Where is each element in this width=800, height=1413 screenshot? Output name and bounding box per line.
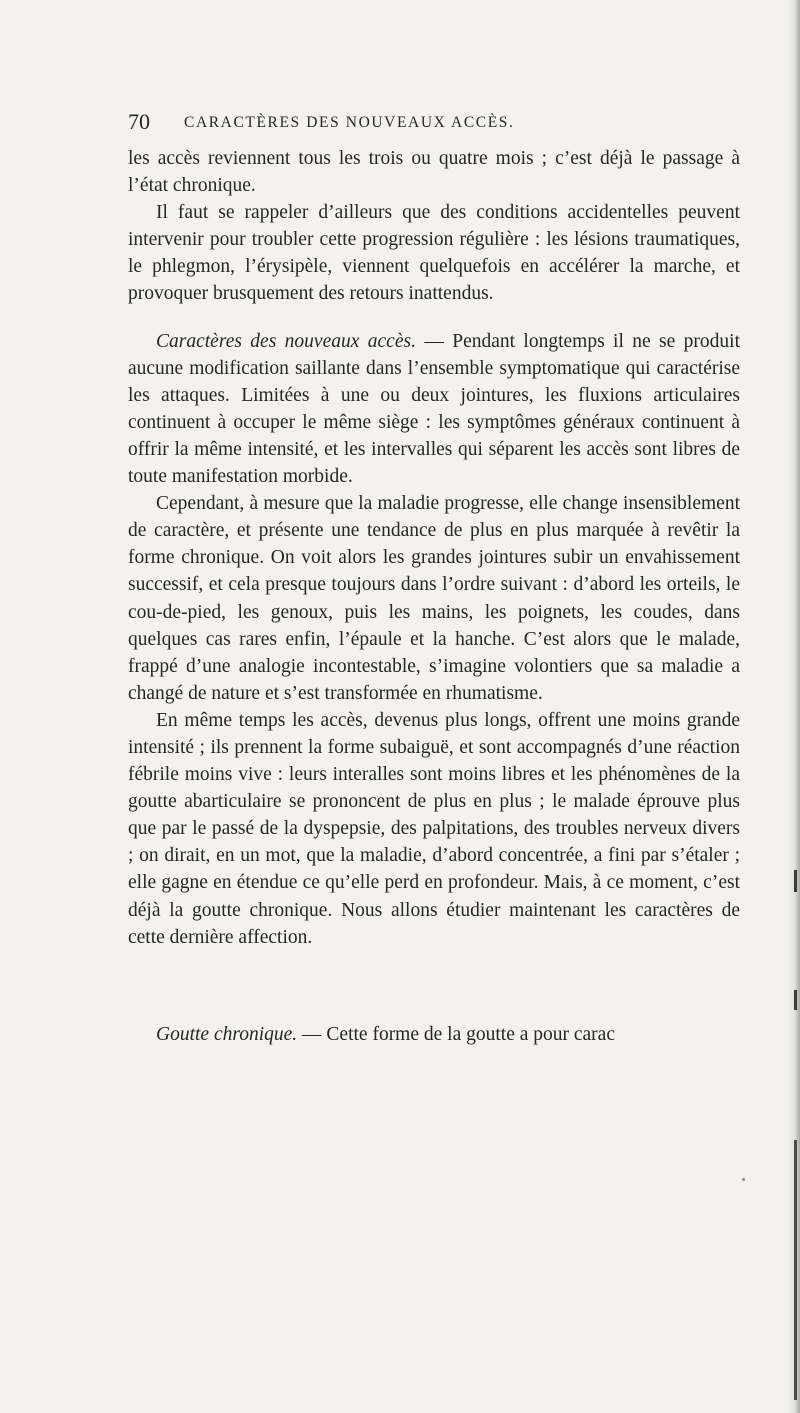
paragraph-5 (128, 707, 740, 951)
running-title: CARACTÈRES DES NOUVEAUX ACCÈS. (184, 114, 515, 131)
page-number: 70 (128, 109, 150, 134)
last-section-line (156, 1021, 740, 1048)
scan-mark (794, 990, 797, 1010)
paragraph-text: — Cette forme de la goutte a pour carac (297, 1024, 615, 1045)
paragraph-1 (128, 145, 740, 199)
scan-mark (794, 870, 797, 892)
paragraph-4 (128, 490, 740, 707)
scan-mark (794, 1140, 797, 1400)
section-heading: Goutte chronique. (156, 1024, 298, 1045)
paragraph-3 (128, 328, 740, 491)
paragraph-text: Il faut se rappeler d’ailleurs que des conditions accidentelles peuvent intervenir pour troubler cette progression régulière : les lésions traumatiques, le phlegmon, l’érysipèle, viennent quelquefois en accélérer la marche, et provoquer brusquement des retours inattendus. (128, 202, 740, 305)
paragraph-text: — Pendant longtemps il ne se produit aucune modification saillante dans l’ensemble symptomatique qui caractérise les attaques. Limitées à une ou deux jointures, les fluxions articulaires continuent à occuper le même siège : les symptômes généraux continuent à offrir la même intensité, et les intervalles qui séparent les accès sont libres de toute manifestation morbide. (128, 330, 740, 488)
scan-speck (742, 1178, 745, 1181)
body-text (128, 145, 740, 951)
paragraph-text: les accès reviennent tous les trois ou quatre mois ; c’est déjà le passage à l’état chronique. (128, 148, 740, 197)
section-heading: Caractères des nouveaux accès. (156, 330, 416, 352)
running-head (128, 109, 740, 135)
scan-edge-shadow (786, 0, 800, 1413)
paragraph-2 (128, 199, 740, 307)
paragraph-text: Cependant, à mesure que la maladie progresse, elle change insensiblement de caractère, et présente une tendance de plus en plus marquée à revêtir la forme chronique. On voit alors les grandes jointures subir un envahissement successif, et cela presque toujours dans l’ordre suivant : d’abord les orteils, le cou-de-pied, les genoux, puis les mains, les poignets, les coudes, dans quelques cas rares enfin, l’épaule et la hanche. C’est alors que le malade, frappé d’une analogie incontestable, s’imagine volontiers que sa maladie a changé de nature et s’est transformée en rhumatisme. (128, 493, 740, 704)
paragraph-text: En même temps les accès, devenus plus longs, offrent une moins grande intensité ; ils prennent la forme subaiguë, et sont accompagnés d’une réaction fébrile moins vive : leurs interalles sont moins libres et les phénomènes de la goutte abarticulaire se prononcent de plus en plus ; le malade éprouve plus que par le passé de la dyspepsie, des palpitations, des troubles nerveux divers ; on dirait, en un mot, que la maladie, d’abord concentrée, a fini par s’étaler ; elle gagne en étendue ce qu’elle perd en profondeur. Mais, à ce moment, c’est déjà la goutte chronique. Nous allons étudier maintenant les caractères de cette dernière affection. (128, 709, 740, 948)
